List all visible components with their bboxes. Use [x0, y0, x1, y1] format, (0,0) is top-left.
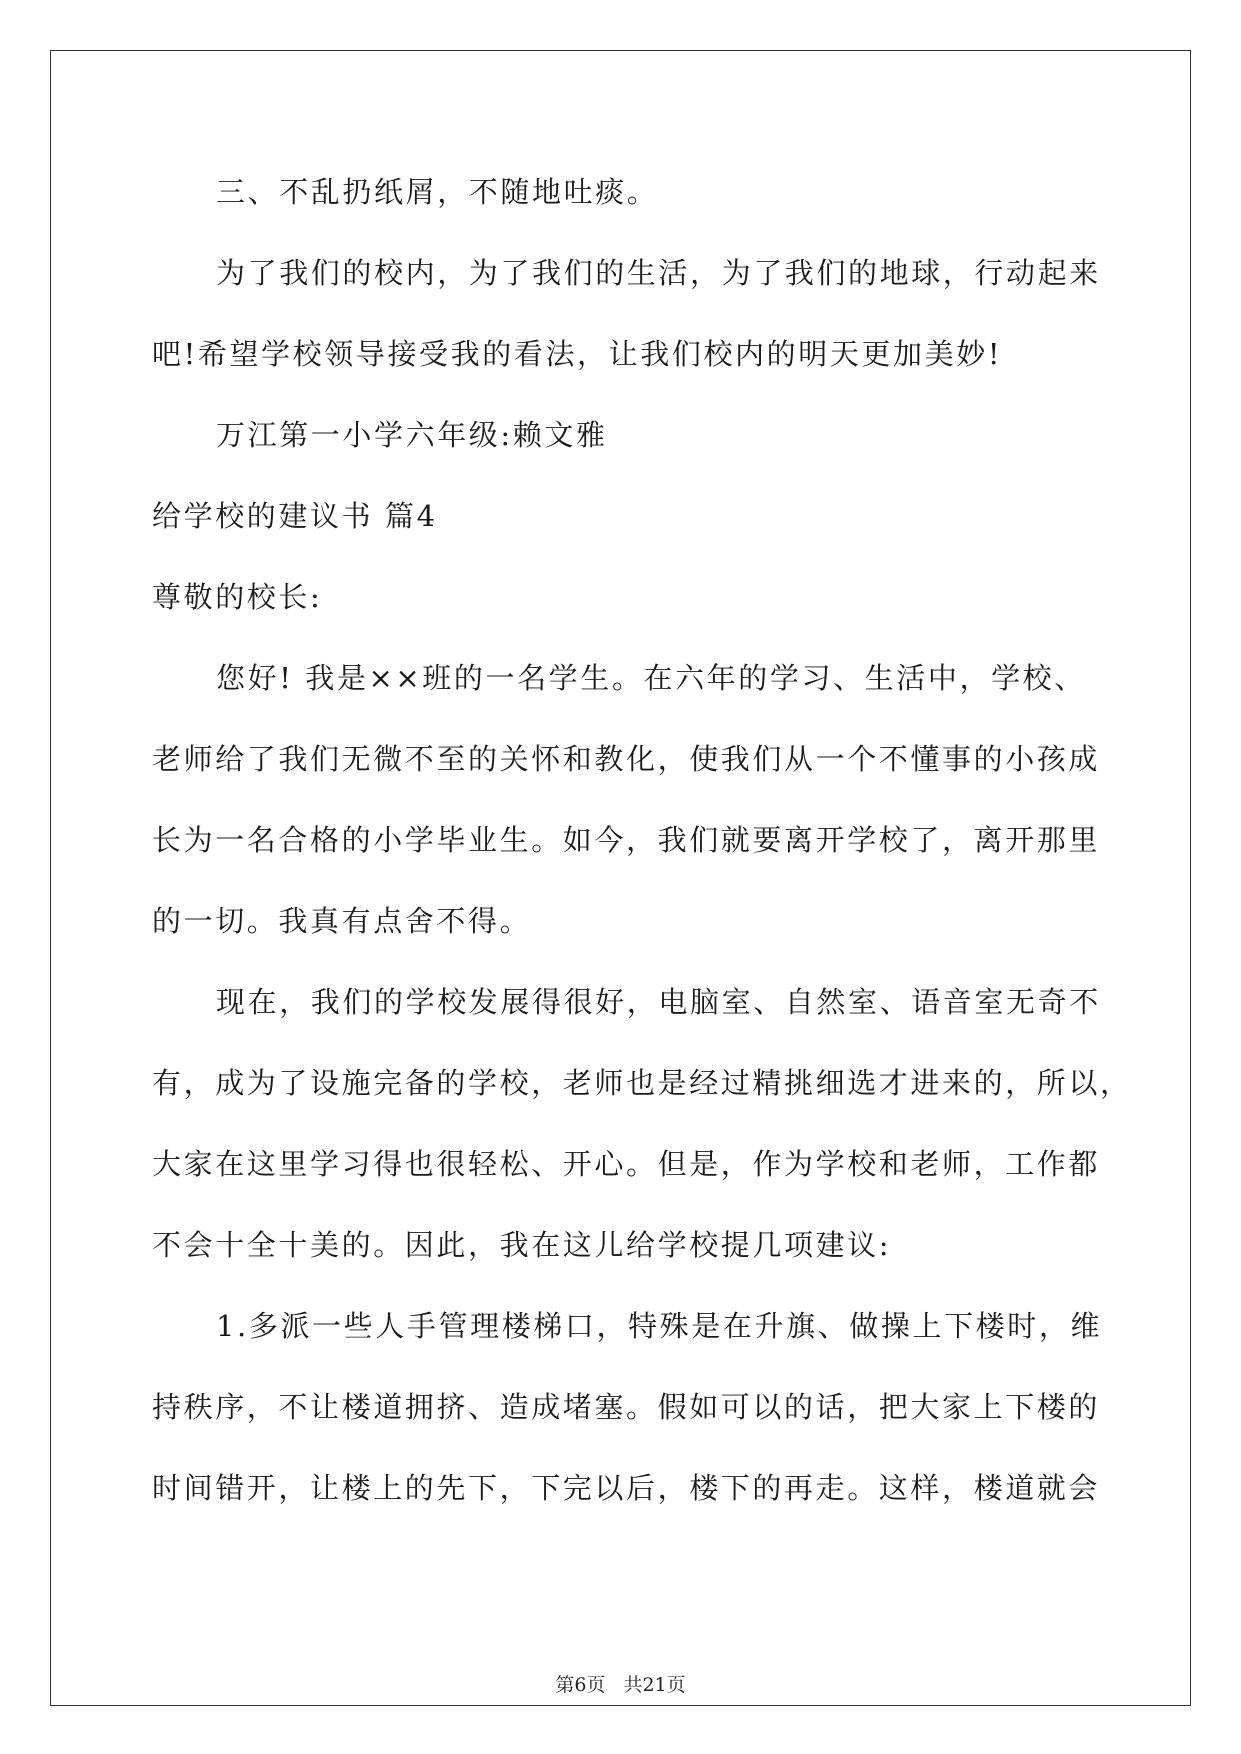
page-number-current: 第6页	[555, 1674, 606, 1696]
paragraph-line: 老师给了我们无微不至的关怀和教化，使我们从一个不懂事的小孩成	[152, 742, 1101, 776]
paragraph-line: 为了我们的校内，为了我们的生活，为了我们的地球，行动起来	[216, 256, 1101, 290]
paragraph-line: 的一切。我真有点舍不得。	[152, 904, 532, 938]
paragraph-line: 大家在这里学习得也很轻松、开心。但是，作为学校和老师，工作都	[152, 1147, 1101, 1181]
paragraph-line: 长为一名合格的小学毕业生。如今，我们就要离开学校了，离开那里	[152, 823, 1101, 857]
paragraph-line: 时间错开，让楼上的先下，下完以后，楼下的再走。这样，楼道就会	[152, 1471, 1101, 1505]
paragraph-line: 不会十全十美的。因此，我在这儿给学校提几项建议:	[152, 1228, 892, 1262]
paragraph-line: 吧!希望学校领导接受我的看法，让我们校内的明天更加美妙!	[152, 337, 1003, 371]
salutation: 尊敬的校长:	[152, 580, 323, 614]
page-border	[50, 50, 1191, 1706]
page-number-total: 共21页	[623, 1674, 686, 1696]
section-heading: 给学校的建议书 篇4	[152, 499, 438, 533]
paragraph-line: 持秩序，不让楼道拥挤、造成堵塞。假如可以的话，把大家上下楼的	[152, 1390, 1101, 1424]
paragraph-line: 三、不乱扔纸屑，不随地吐痰。	[216, 175, 659, 209]
paragraph-line: 1.多派一些人手管理楼梯口，特殊是在升旗、做操上下楼时，维	[216, 1309, 1103, 1343]
paragraph-line: 有，成为了设施完备的学校，老师也是经过精挑细选才进来的，所以，	[152, 1066, 1132, 1100]
paragraph-line: 您好! 我是××班的一名学生。在六年的学习、生活中，学校、	[216, 661, 1086, 695]
page-footer	[0, 1672, 1241, 1698]
signature-line: 万江第一小学六年级:赖文雅	[216, 418, 608, 452]
paragraph-line: 现在，我们的学校发展得很好，电脑室、自然室、语音室无奇不	[216, 985, 1101, 1019]
